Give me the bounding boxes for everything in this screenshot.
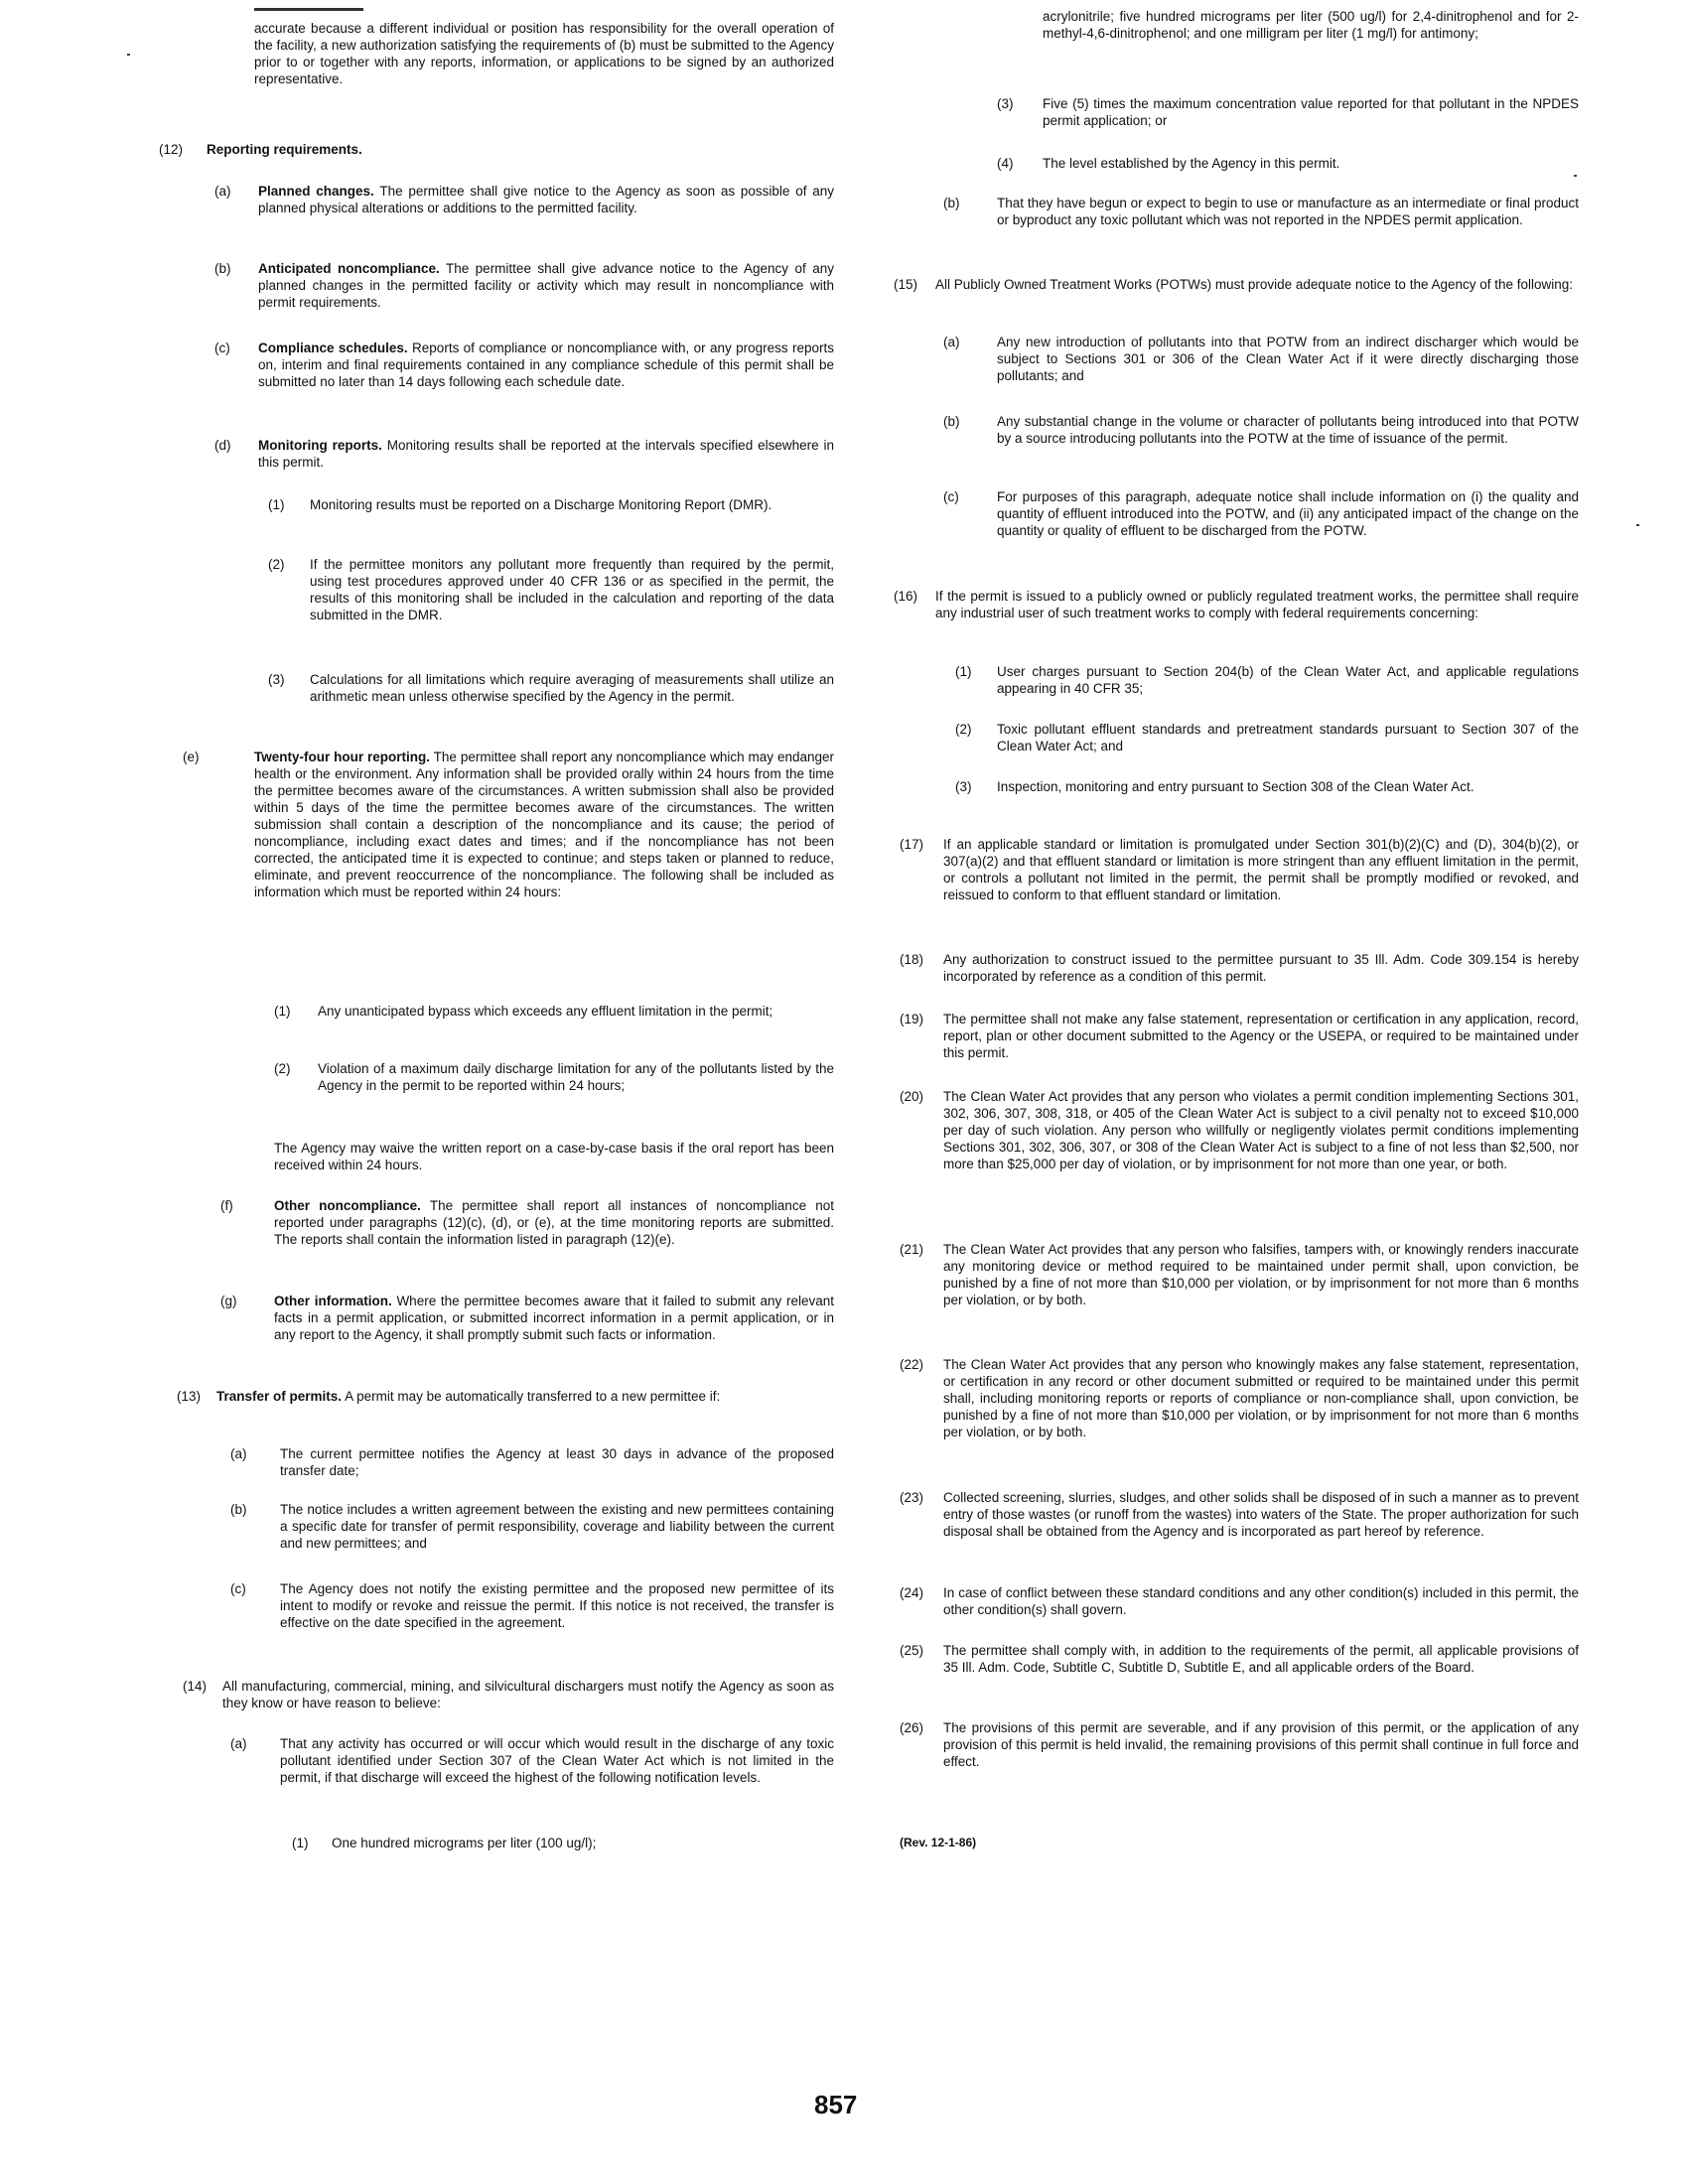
section-13b: (b) The notice includes a written agreement between the existing and new permittees containing a specific date for transfer of permit responsibility, coverage and liability between the current and new permittees; and xyxy=(230,1502,834,1551)
section-12a: (a) Planned changes. The permittee shall give notice to the Agency as soon as possible of any planned physical alterations or additions to the permitted facility. xyxy=(214,184,834,215)
scan-speck xyxy=(1636,524,1639,526)
section-16: (16) If the permit is issued to a publicly owned or publicly regulated treatment works, the permittee shall require any industrial user of such treatment works to comply with federal requirements concerning: xyxy=(894,589,1579,620)
section-20: (20) The Clean Water Act provides that any person who violates a permit condition implementing Sections 301, 302, 306, 307, 308, 318, or 405 of the Clean Water Act is subject to a civil penalty not to exceed $10,000 per day of such violation. Any person who willfully or negligently violates permit conditions implementing Sections 301, 302, 306, 307, or 308 of the Clean Water Act is subject to a fine of not less than $2,500, nor more than $25,000 per day of violation, or by imprisonment for not more than one year, or both. xyxy=(900,1089,1579,1171)
section-13: (13) Transfer of permits. A permit may be automatically transferred to a new permittee if: xyxy=(177,1389,721,1404)
section-18: (18) Any authorization to construct issued to the permittee pursuant to 35 Ill. Adm. Code 309.154 is hereby incorporated by reference as a condition of this permit. xyxy=(900,952,1579,984)
section-16-2: (2) Toxic pollutant effluent standards and pretreatment standards pursuant to Section 307 of the Clean Water Act; and xyxy=(955,722,1579,753)
section-23: (23) Collected screening, slurries, sludges, and other solids shall be disposed of in such a manner as to prevent entry of those wastes (or runoff from the wastes) into waters of the State. The proper authorization for such disposal shall be obtained from the Agency and is incorporated as part hereof by reference. xyxy=(900,1490,1579,1539)
section-19: (19) The permittee shall not make any false statement, representation or certification in any application, record, report, plan or other document submitted to the Agency or the USEPA, or required to be maintained under this permit. xyxy=(900,1012,1579,1060)
section-12d-1: (1) Monitoring results must be reported on a Discharge Monitoring Report (DMR). xyxy=(268,497,772,512)
section-13a: (a) The current permittee notifies the Agency at least 30 days in advance of the proposed transfer date; xyxy=(230,1446,834,1478)
section-16-1: (1) User charges pursuant to Section 204(b) of the Clean Water Act, and applicable regulations appearing in 40 CFR 35; xyxy=(955,664,1579,696)
section-12e-1: (1) Any unanticipated bypass which exceeds any effluent limitation in the permit; xyxy=(274,1004,773,1019)
section-12d-2: (2) If the permittee monitors any pollutant more frequently than required by the permit, using test procedures approved under 40 CFR 136 or as specified in the permit, the results of this monitoring shall be included in the calculation and reporting of the data submitted in the DMR. xyxy=(268,557,834,622)
revision-note: (Rev. 12-1-86) xyxy=(900,1836,977,1849)
section-12e-2: (2) Violation of a maximum daily discharge limitation for any of the pollutants listed by the Agency in the permit to be reported within 24 hours; xyxy=(274,1061,834,1093)
section-22: (22) The Clean Water Act provides that any person who knowingly makes any false statement, representation, or certification in any record or other document submitted or required to be maintained under this permit shall, including monitoring reports or reports of compliance or non-compliance shall, upon conviction, be punished by a fine of not more than $10,000 per violation, or by imprisonment for not more than 6 months per violation, or by both. xyxy=(900,1357,1579,1439)
section-14a-1: (1) One hundred micrograms per liter (100 ug/l); xyxy=(292,1836,597,1850)
section-12f: (f) Other noncompliance. The permittee shall report all instances of noncompliance not reported under paragraphs (12)(c), (d), or (e), at the time monitoring reports are submitted. The reports shall contain the information listed in paragraph (12)(e). xyxy=(220,1198,834,1247)
section-15b: (b) Any substantial change in the volume or character of pollutants being introduced into that POTW by a source introducing pollutants into the POTW at the time of issuance of the permit. xyxy=(943,414,1579,446)
section-26: (26) The provisions of this permit are severable, and if any provision of this permit, or the application of any provision of this permit is held invalid, the remaining provisions of this permit shall continue in full force and effect. xyxy=(900,1720,1579,1769)
section-24: (24) In case of conflict between these standard conditions and any other condition(s) included in this permit, the other condition(s) shall govern. xyxy=(900,1585,1579,1617)
section-17: (17) If an applicable standard or limitation is promulgated under Section 301(b)(2)(C) and (D), 304(b)(2), or 307(a)(2) and that effluent standard or limitation is more stringent than any effluent limitation in the permit, or controls a pollutant not limited in the permit, the permit shall be promptly modified or revoked, and reissued to conform to that effluent standard or limitation. xyxy=(900,837,1579,902)
section-16-3: (3) Inspection, monitoring and entry pursuant to Section 308 of the Clean Water Act. xyxy=(955,779,1474,794)
section-14: (14) All manufacturing, commercial, mining, and silvicultural dischargers must notify the Agency as soon as they know or have reason to believe: xyxy=(183,1679,834,1710)
section-14b: (b) That they have begun or expect to begin to use or manufacture as an intermediate or final product or byproduct any toxic pollutant which was not reported in the NPDES permit application. xyxy=(943,196,1579,227)
section-15c: (c) For purposes of this paragraph, adequate notice shall include information on (i) the quality and quantity of effluent introduced into the POTW, and (ii) any anticipated impact of the change on the quantity or quality of effluent to be discharged from the POTW. xyxy=(943,489,1579,538)
scan-speck xyxy=(1574,175,1577,177)
section-14a: (a) That any activity has occurred or will occur which would result in the discharge of any toxic pollutant identified under Section 307 of the Clean Water Act which is not limited in the permit, if that discharge will exceed the highest of the following notification levels. xyxy=(230,1736,834,1785)
continued-paragraph: accurate because a different individual or position has responsibility for the overall operation of the facility, a new authorization satisfying the requirements of (b) must be submitted to the Agency prior to or together with any reports, information, or applications to be signed by an authorized representative. xyxy=(254,21,834,86)
section-15a: (a) Any new introduction of pollutants into that POTW from an indirect discharger which would be subject to Sections 301 or 306 of the Clean Water Act if it were directly discharging those pollutants; and xyxy=(943,335,1579,383)
section-13c: (c) The Agency does not notify the existing permittee and the proposed new permittee of its intent to modify or revoke and reissue the permit. If this notice is not received, the transfer is effective on the date specified in the agreement. xyxy=(230,1581,834,1630)
section-12b: (b) Anticipated noncompliance. The permittee shall give advance notice to the Agency of any planned changes in the permitted facility or activity which may result in noncompliance with permit requirements. xyxy=(214,261,834,310)
section-14a-4: (4) The level established by the Agency in this permit. xyxy=(997,156,1340,171)
waiver-paragraph: The Agency may waive the written report on a case-by-case basis if the oral report has been received within 24 hours. xyxy=(274,1141,834,1172)
section-14a-3: (3) Five (5) times the maximum concentration value reported for that pollutant in the NPDES permit application; or xyxy=(997,96,1579,128)
continued-paragraph-14a-2: acrylonitrile; five hundred micrograms per liter (500 ug/l) for 2,4-dinitrophenol and for 2-methyl-4,6-dinitrophenol; and one milligram per liter (1 mg/l) for antimony; xyxy=(1043,9,1579,41)
section-12g: (g) Other information. Where the permittee becomes aware that it failed to submit any relevant facts in a permit application, or submitted incorrect information in a permit application, or in any report to the Agency, it shall promptly submit such facts or information. xyxy=(220,1294,834,1342)
page-number: 857 xyxy=(814,2090,858,2119)
section-12d: (d) Monitoring reports. Monitoring results shall be reported at the intervals specified elsewhere in this permit. xyxy=(214,438,834,470)
section-12e: (e) Twenty-four hour reporting. The permittee shall report any noncompliance which may endanger health or the environment. Any information shall be provided orally within 24 hours from the time the permittee becomes aware of the circumstances. A written submission shall also be provided within 5 days of the time the permittee becomes aware of the circumstances. The written submission shall contain a description of the noncompliance and its cause; the period of noncompliance, including exact dates and times; and if the noncompliance has not been corrected, the anticipated time it is expected to continue; and steps taken or planned to reduce, eliminate, and prevent reoccurrence of the noncompliance. The following shall be included as information which must be reported within 24 hours: xyxy=(183,750,835,899)
section-12c: (c) Compliance schedules. Reports of compliance or noncompliance with, or any progress reports on, interim and final requirements contained in any compliance schedule of this permit shall be submitted no later than 14 days following each schedule date. xyxy=(214,341,834,389)
section-12d-3: (3) Calculations for all limitations which require averaging of measurements shall utilize an arithmetic mean unless otherwise specified by the Agency in the permit. xyxy=(268,672,834,704)
section-25: (25) The permittee shall comply with, in addition to the requirements of the permit, all applicable provisions of 35 Ill. Adm. Code, Subtitle C, Subtitle D, Subtitle E, and all applicable orders of the Board. xyxy=(900,1643,1579,1675)
document-page: accurate because a different individual or position has responsibility for the overall operation of the facility, a new authorization satisfying the requirements of (b) must be submitted to the Agency prior to or together with any reports, information, or applications to be signed by an authorized representative. (12) Reporting requirements. (a) Planned changes. The permittee shall give notice to the Agency as soon as possible of any planned physical alterations or additions to the permitted facility. (b) Anticipated noncompliance. The permittee shall give advance notice to the Agency of any planned changes in the permitted facility or activity which may result in noncompliance with permit requirements. (c) Compliance schedules. Reports of compliance or noncompliance with, or any progress reports on, interim and final requirements contained in any compliance schedule of this permit shall be submitted no later than 14 days following each schedule date. (d) Monitoring reports. Monitoring results shall be reported at the intervals specified elsewhere in this permit. (1) Monitoring results must be reported on a Discharge Monitoring Report (DMR). (2) If the permittee monitors any pollutant more frequently than required by the permit, using test procedures approved under 40 CFR 136 or as specified in the permit, the results of this monitoring shall be included in the calculation and reporting of the data submitted in the DMR. (3) Calculations for all limitations which require averaging of measurements shall utilize an arithmetic mean unless otherwise specified by the Agency in the permit. (e) Twenty-four hour reporting. The permittee shall report any noncompliance which may endanger health or the environment. Any information shall be provided orally within 24 hours from the time the permittee becomes aware of the circumstances. A written submission shall also be provided within 5 days of the time the permittee becomes aware of the circumstances. The written submission shall contain a description of the noncompliance and its cause; the period of noncompliance, including exact dates and times; and if the noncompliance has not been corrected, the anticipated time it is expected to continue; and steps taken or planned to reduce, eliminate, and prevent reoccurrence of the noncompliance. The following shall be included as information which must be reported within 24 hours: (1) Any unanticipated bypass which exceeds any effluent limitation in the permit; (2) Violation of a maximum daily discharge limitation for any of the pollutants listed by the Agency in the permit to be reported within 24 hours; The Agency may waive the written report on a case-by-case basis if the oral report has been received within 24 hours. (f) Other noncompliance. The permittee shall report all instances of noncompliance not reported under paragraphs (12)(c), (d), or (e), at the time monitoring reports are submitted. The reports shall contain the information listed in paragraph (12)(e). (g) Other information. Where the permittee becomes aware that it failed to submit any relevant facts in a permit application, or submitted incorrect information in a permit application, or in any report to the Agency, it shall promptly submit such facts or information. (13) Transfer of permits. A permit may be automatically transferred to a new permittee if: (a) The current permittee notifies the Agency at least 30 days in advance of the proposed transfer date; (b) The notice includes a written agreement between the existing and new permittees containing a specific date for transfer of permit responsibility, coverage and liability between the current and new permittees; and (c) The Agency does not notify the existing permittee and the proposed new permittee of its intent to modify or revoke and reissue the permit. If this notice is not received, the transfer is effective on the date specified in the agreement. (14) All manufacturing, commercial, mining, and silvicultural dischargers must notify the Agency as soon as they know or have reason to believe: (a) That any activity has occurred or will occur which would result in the discharge of any toxic pollutant identified under Section 307 of the Clean Water Act which is not limited in the permit, if that discharge will exceed the highest of the following notification levels. (1) One hundred micrograms per liter (100 ug/l); acrylonitrile; five hundred micrograms per liter (500 ug/l) for 2,4-dinitrophenol and for 2-methyl-4,6-dinitrophenol; and one milligram per liter (1 mg/l) for antimony; (3) Five (5) times the maximum concentration value reported for that pollutant in the NPDES permit application; or (4) The level established by the Agency in this permit. (b) That they have begun or expect to begin to use or manufacture as an intermediate or final product or byproduct any toxic pollutant which was not reported in the NPDES permit application. (15) All Publicly Owned Treatment Works (POTWs) must provide adequate notice to the Agency of the following: (a) Any new introduction of pollutants into that POTW from an indirect discharger which would be subject to Sections 301 or 306 of the Clean Water Act if it were directly discharging those pollutants; and (b) Any substantial change in the volume or character of pollutants being introduced into that POTW by a source introducing pollutants into the POTW at the time of issuance of the permit. (c) For purposes of this paragraph, adequate notice shall include information on (i) the quality and quantity of effluent introduced into the POTW, and (ii) any anticipated impact of the change on the quantity or quality of effluent to be discharged from the POTW. (16) If the permit is issued to a publicly owned or publicly regulated treatment works, the permittee shall require any industrial user of such treatment works to comply with federal requirements concerning: (1) User charges pursuant to Section 204(b) of the Clean Water Act, and applicable regulations appearing in 40 CFR 35; (2) Toxic pollutant effluent standards and pretreatment standards pursuant to Section 307 of the Clean Water Act; and (3) Inspection, monitoring and entry pursuant to Section 308 of the Clean Water Act. (17) If an applicable standard or limitation is promulgated under Section 301(b)(2)(C) and (D), 304(b)(2), or 307(a)(2) and that effluent standard or limitation is more stringent than any effluent limitation in the permit, or controls a pollutant not limited in the permit, the permit shall be promptly modified or revoked, and reissued to conform to that effluent standard or limitation. (18) Any authorization to construct issued to the permittee pursuant to 35 Ill. Adm. Code 309.154 is hereby incorporated by reference as a condition of this permit. (19) The permittee shall not make any false statement, representation or certification in any application, record, report, plan or other document submitted to the Agency or the USEPA, or required to be maintained under this permit. (20) The Clean Water Act provides that any person who violates a permit condition implementing Sections 301, 302, 306, 307, 308, 318, or 405 of the Clean Water Act is subject to a civil penalty not to exceed $10,000 per day of such violation. Any person who willfully or negligently violates permit conditions implementing Sections 301, 302, 306, 307, or 308 of the Clean Water Act is subject to a fine of not less than $2,500, nor more than $25,000 per day of violation, or by imprisonment for not more than one year, or both. (21) The Clean Water Act provides that any person who falsifies, tampers with, or knowingly renders inaccurate any monitoring device or method required to be maintained under permit shall, upon conviction, be punished by a fine of not more than $10,000 per violation, or by imprisonment for not more than 6 months per violation, or by both. (22) The Clean Water Act provides that any person who knowingly makes any false statement, representation, or certification in any record or other document submitted or required to be maintained under this permit shall, including monitoring reports or reports of compliance or non-compliance shall, upon conviction, be punished by a fine of not more than $10,000 per violation, or by imprisonment for not more than 6 months per violation, or by both. (23) Collected screening, slurries, sludges, and other solids shall be disposed of in such a manner as to prevent entry of those wastes (or runoff from the wastes) into waters of the State. The proper authorization for such disposal shall be obtained from the Agency and is incorporated as part hereof by reference. (24) In case of conflict between these standard conditions and any other condition(s) included in this permit, the other condition(s) shall govern. (25) The permittee shall comply with, in addition to the requirements of the permit, all applicable provisions of 35 Ill. Adm. Code, Subtitle C, Subtitle D, Subtitle E, and all applicable orders of the Board. (26) The provisions of this permit are severable, and if any provision of this permit, or the application of any provision of this permit is held invalid, the remaining provisions of this permit shall continue in full force and effect. (Rev. 12-1-86) 857 xyxy=(0,0,1684,2184)
scan-speck xyxy=(127,54,130,56)
section-21: (21) The Clean Water Act provides that any person who falsifies, tampers with, or knowingly renders inaccurate any monitoring device or method required to be maintained under permit shall, upon conviction, be punished by a fine of not more than $10,000 per violation, or by imprisonment for not more than 6 months per violation, or by both. xyxy=(900,1242,1579,1307)
clipped-top-line xyxy=(254,8,834,18)
section-15: (15) All Publicly Owned Treatment Works (POTWs) must provide adequate notice to the Agency of the following: xyxy=(894,277,1574,292)
